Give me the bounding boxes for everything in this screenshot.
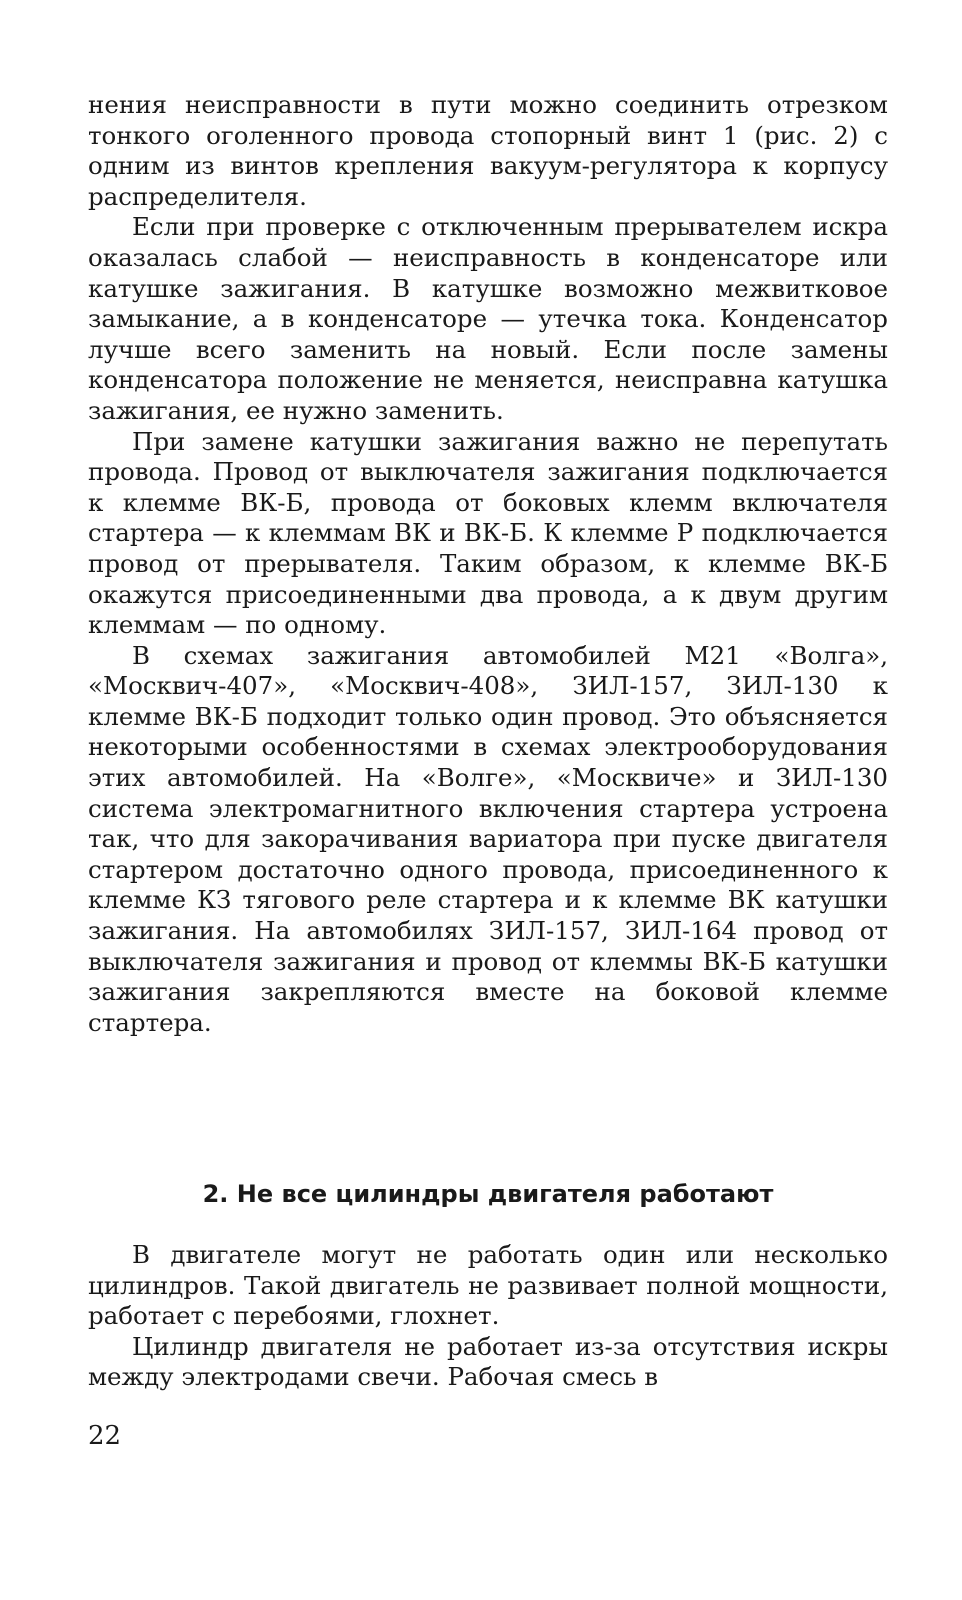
paragraph-3: При замене катушки зажигания важно не перепутать провода. Провод от выключателя зажигания подключается к клемме ВК-Б, провода от боковых клемм включателя стартера — к клеммам ВК и ВК-Б. К клемме Р подключается провод от прерывателя. Таким образом, к клемме ВК-Б окажутся присоединенными два провода, а к двум другим клеммам — по одному. [88, 426, 888, 640]
paragraph-1: нения неисправности в пути можно соединить отрезком тонкого оголенного провода стопорный винт 1 (рис. 2) с одним из винтов крепления вакуум-регулятора к корпусу распределителя. [88, 90, 888, 211]
paragraph-2: Если при проверке с отключенным прерывателем искра оказалась слабой — неисправность в конденсаторе или катушке зажигания. В катушке возможно межвитковое замыкание, а в конденсаторе — утечка тока. Конденсатор лучше всего заменить на новый. Если после замены конденсатора положение не меняется, неисправна катушка зажигания, ее нужно заменить. [88, 212, 888, 425]
body-text [88, 90, 888, 1038]
section-paragraph-1: В двигателе могут не работать один или несколько цилиндров. Такой двигатель не развивает полной мощности, работает с перебоями, глохнет. [88, 1240, 888, 1331]
paragraph-4: В схемах зажигания автомобилей М21 «Волга», «Москвич-407», «Москвич-408», ЗИЛ-157, ЗИЛ-130 к клемме ВК-Б подходит только один провод. Это объясняется некоторыми особенностями в схемах электрооборудования этих автомобилей. На «Волге», «Москвиче» и ЗИЛ-130 система электромагнитного включения стартера устроена так, что для закорачивания вариатора при пуске двигателя стартером достаточно одного провода, присоединенного к клемме КЗ тягового реле стартера и к клемме ВК катушки зажигания. На автомобилях ЗИЛ-157, ЗИЛ-164 провод от выключателя зажигания и провод от клеммы ВК-Б катушки зажигания закрепляются вместе на боковой клемме стартера. [88, 640, 888, 1037]
section-paragraph-2: Цилиндр двигателя не работает из-за отсутствия искры между электродами свечи. Рабочая смесь в [88, 1331, 888, 1392]
section-text [88, 1240, 888, 1393]
section-heading: 2. Не все цилиндры двигателя работают [202, 1180, 774, 1208]
page-number: 22 [88, 1421, 122, 1451]
